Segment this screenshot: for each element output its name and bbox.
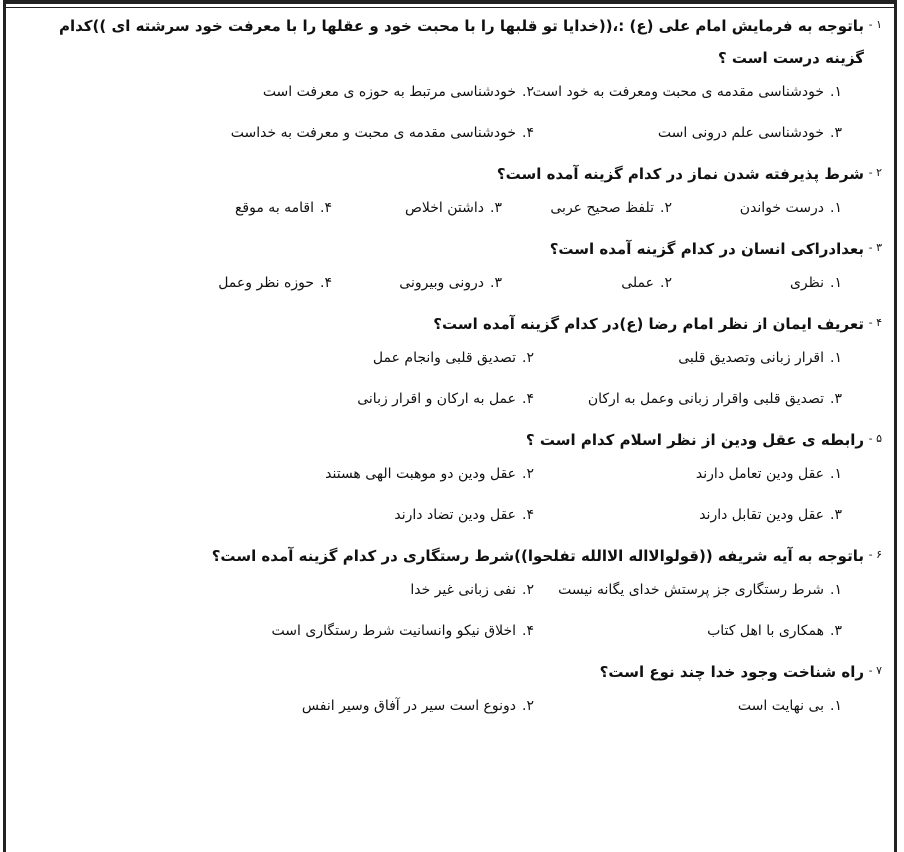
option-4[interactable]: ۴.عمل به ارکان و اقرار زبانی [357, 391, 534, 407]
option-3[interactable]: ۳.عقل ودین تقابل دارند [699, 507, 842, 523]
question-text: تعریف ایمان از نظر امام رضا (ع)در کدام گزینه آمده است؟ [433, 315, 864, 333]
question-number: ۷ - [868, 664, 882, 677]
question-4 [22, 312, 882, 422]
option-3[interactable]: ۳.خودشناسی علم درونی است [657, 125, 842, 141]
top-border [3, 0, 897, 4]
option-2[interactable]: ۲.تلفظ صحیح عربی [550, 200, 672, 216]
option-1[interactable]: ۱.بی نهایت است [737, 698, 842, 714]
option-2[interactable]: ۲.تصدیق قلبی وانجام عمل [372, 350, 534, 366]
question-5 [22, 428, 882, 538]
option-3[interactable]: ۳.همکاری با اهل کتاب [707, 623, 842, 639]
options [22, 340, 882, 422]
option-1[interactable]: ۱.اقرار زبانی وتصدیق قلبی [678, 350, 842, 366]
question-number: ۴ - [868, 316, 882, 329]
option-2[interactable]: ۲.دونوع است سیر در آفاق وسیر انفس [301, 698, 534, 714]
question-2 [22, 162, 882, 231]
options [22, 265, 882, 306]
option-4[interactable]: ۴.خودشناسی مقدمه ی محبت و معرفت به خداست [230, 125, 534, 141]
option-2[interactable]: ۲.نفی زبانی غیر خدا [410, 582, 534, 598]
option-1[interactable]: ۱.نظری [789, 275, 842, 291]
question-text: باتوجه به آیه شریفه ((قولوالااله الاالله تفلحوا))شرط رستگاری در کدام گزینه آمده است؟ [211, 547, 864, 565]
option-3[interactable]: ۳.درونی وبیرونی [399, 275, 502, 291]
question-6 [22, 544, 882, 654]
option-4[interactable]: ۴.اخلاق نیکو وانسانیت شرط رستگاری است [271, 623, 534, 639]
option-3[interactable]: ۳.تصدیق قلبی واقرار زبانی وعمل به ارکان [587, 391, 842, 407]
option-4[interactable]: ۴.اقامه به موقع [234, 200, 332, 216]
options [22, 688, 882, 729]
question-3 [22, 237, 882, 306]
option-4[interactable]: ۴.حوزه نظر وعمل [218, 275, 332, 291]
question-number: ۳ - [868, 241, 882, 254]
question-number: ۲ - [868, 166, 882, 179]
option-2[interactable]: ۲.عقل ودین دو موهبت الهی هستند [325, 466, 534, 482]
option-2[interactable]: ۲.خودشناسی مرتبط به حوزه ی معرفت است [262, 84, 534, 100]
question-number: ۶ - [868, 548, 882, 561]
question-number: ۱ - [868, 18, 882, 31]
question-text: رابطه ی عقل ودین از نظر اسلام کدام است ؟ [525, 431, 864, 449]
question-text: بعدادراکی انسان در کدام گزینه آمده است؟ [549, 240, 864, 258]
options [22, 74, 882, 156]
option-1[interactable]: ۱.عقل ودین تعامل دارند [695, 466, 842, 482]
question-text: راه شناخت وجود خدا چند نوع است؟ [599, 663, 864, 681]
option-3[interactable]: ۳.داشتن اخلاص [405, 200, 502, 216]
question-1 [22, 14, 882, 156]
options [22, 190, 882, 231]
question-text: شرط پذیرفته شدن نماز در کدام گزینه آمده است؟ [496, 165, 864, 183]
options [22, 456, 882, 538]
option-1[interactable]: ۱.درست خواندن [739, 200, 842, 216]
option-2[interactable]: ۲.عملی [621, 275, 672, 291]
question-list [22, 14, 882, 729]
question-text: باتوجه به فرمایش امام علی (ع) :،((خدایا تو قلبها را با محبت خود و عقلها را با معرفت خود سرشته ای ))کدام گزینه درست است ؟ [59, 17, 864, 67]
option-1[interactable]: ۱.شرط رستگاری جز پرستش خدای یگانه نیست [558, 582, 842, 598]
top-rule [3, 7, 897, 8]
option-1[interactable]: ۱.خودشناسی مقدمه ی محبت ومعرفت به خود است [532, 84, 842, 100]
options [22, 572, 882, 654]
question-number: ۵ - [868, 432, 882, 445]
question-7 [22, 660, 882, 729]
option-4[interactable]: ۴.عقل ودین تضاد دارند [394, 507, 534, 523]
